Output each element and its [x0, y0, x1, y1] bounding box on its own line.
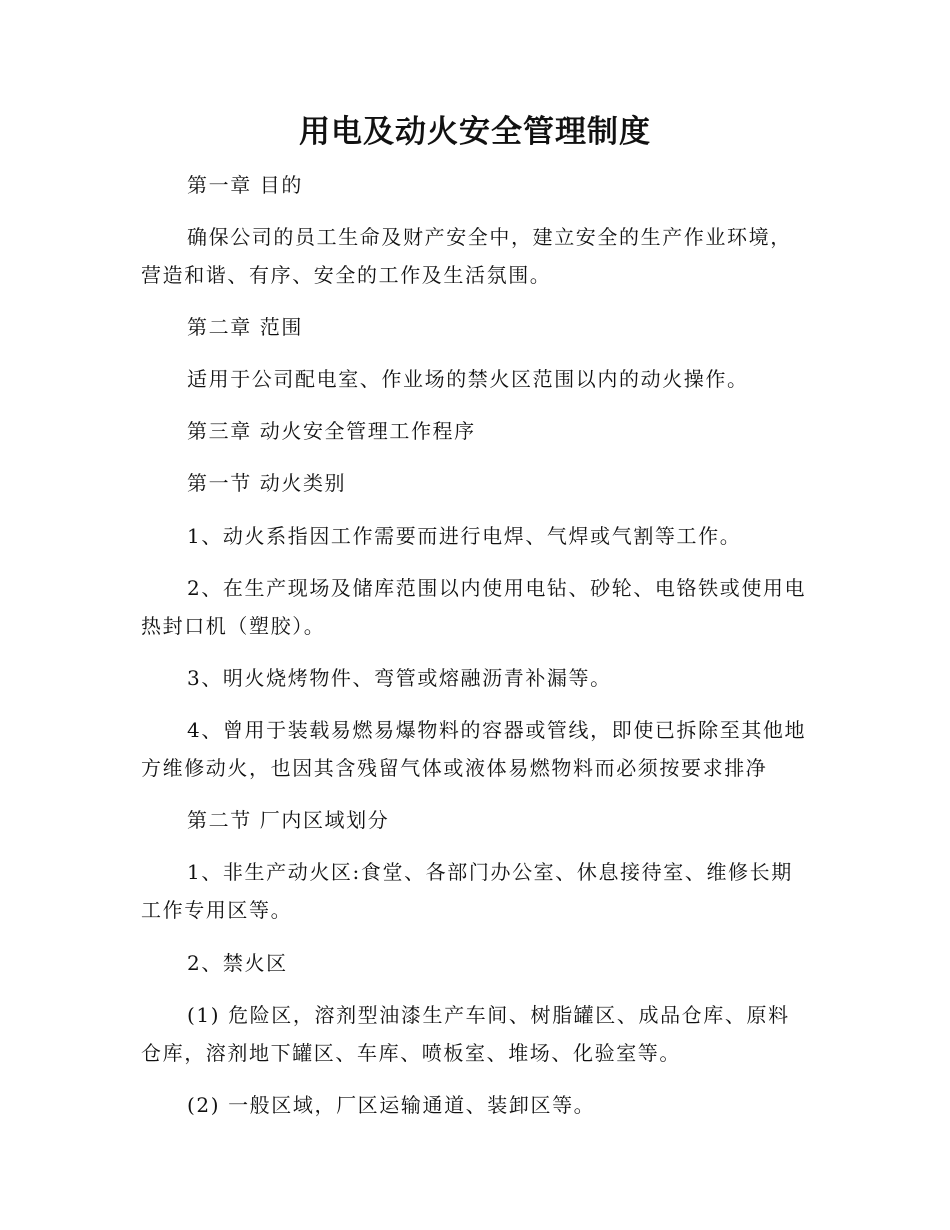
text-line: 2、禁火区 — [187, 951, 288, 975]
text-line: 第二章 范围 — [187, 315, 303, 339]
paragraph-purpose — [141, 218, 811, 294]
paragraph-scope — [141, 360, 811, 398]
chapter-1-heading — [141, 166, 811, 204]
text-line: 营造和谐、有序、安全的工作及生活氛围。 — [141, 263, 552, 287]
list-item-2 — [141, 569, 811, 645]
text-line: 方维修动火，也因其含残留气体或液体易燃物料而必须按要求排净 — [141, 756, 768, 780]
list-item-1 — [141, 517, 811, 555]
text-line: (1) 危险区，溶剂型油漆生产车间、树脂罐区、成品仓库、原料 — [187, 1003, 790, 1027]
area-item-1 — [141, 853, 811, 929]
area-item-2 — [141, 944, 811, 982]
text-line: 工作专用区等。 — [141, 898, 293, 922]
text-line: 适用于公司配电室、作业场的禁火区范围以内的动火操作。 — [187, 367, 749, 391]
text-line: 第三章 动火安全管理工作程序 — [187, 419, 476, 443]
chapter-2-heading — [141, 308, 811, 346]
text-line: 3、明火烧烤物件、弯管或熔融沥青补漏等。 — [187, 666, 612, 690]
section-1-heading — [141, 464, 811, 502]
text-line: 第二节 厂内区域划分 — [187, 808, 390, 832]
text-line: 仓库，溶剂地下罐区、车库、喷板室、堆场、化验室等。 — [141, 1041, 681, 1065]
section-2-heading — [141, 801, 811, 839]
text-line: 4、曾用于装载易燃易爆物料的容器或管线，即使已拆除至其他地 — [187, 718, 807, 742]
text-line: (2) 一般区域，厂区运输通道、装卸区等。 — [187, 1093, 596, 1117]
text-line: 1、非生产动火区:食堂、各部门办公室、休息接待室、维修长期 — [187, 860, 793, 884]
text-line: 热封口机（塑胶）。 — [141, 614, 326, 638]
text-line: 第一节 动火类别 — [187, 471, 347, 495]
text-line: 第一章 目的 — [187, 173, 303, 197]
document-title: 用电及动火安全管理制度 — [299, 114, 651, 150]
text-line: 确保公司的员工生命及财产安全中，建立安全的生产作业环境， — [187, 225, 792, 249]
subitem-2 — [141, 1086, 811, 1124]
list-item-3 — [141, 659, 811, 697]
text-line: 2、在生产现场及储库范围以内使用电钻、砂轮、电铬铁或使用电 — [187, 576, 807, 600]
text-line: 1、动火系指因工作需要而进行电焊、气焊或气割等工作。 — [187, 524, 742, 548]
chapter-3-heading — [141, 412, 811, 450]
subitem-1 — [141, 996, 811, 1072]
list-item-4 — [141, 711, 811, 787]
